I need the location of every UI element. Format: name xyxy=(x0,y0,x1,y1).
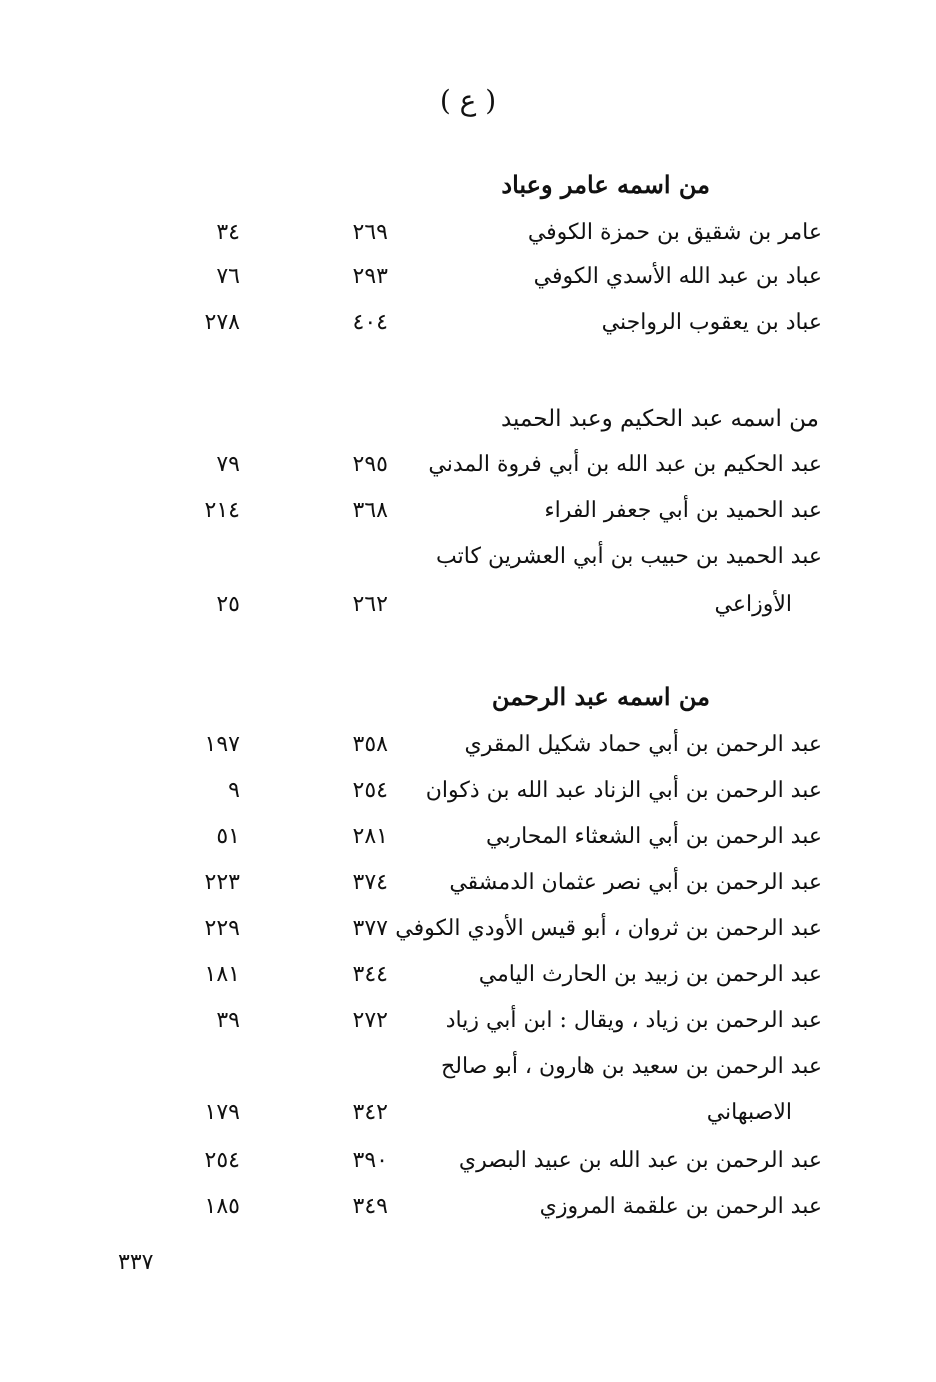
entry-name: عبد الرحمن بن أبي الزناد عبد الله بن ذكوان xyxy=(425,778,822,803)
entry-number-1: ٢٨١ xyxy=(352,824,388,849)
index-entry xyxy=(0,732,936,772)
index-entry-multiline xyxy=(0,544,936,584)
entry-name: عبد الرحمن بن علقمة المروزي xyxy=(539,1194,822,1219)
entry-number-1: ٢٩٥ xyxy=(352,452,388,477)
entry-name: عبد الرحمن بن زبيد بن الحارث اليامي xyxy=(478,962,822,987)
entry-number-2: ٩ xyxy=(228,778,240,803)
index-entry-continuation xyxy=(0,592,936,632)
entry-number-1: ٢٩٣ xyxy=(352,264,388,289)
index-entry xyxy=(0,220,936,260)
entry-name: عباد بن يعقوب الرواجني xyxy=(601,310,822,335)
entry-number-2: ٢٢٣ xyxy=(204,870,240,895)
index-entry xyxy=(0,310,936,350)
entry-name: عامر بن شقيق بن حمزة الكوفي xyxy=(527,220,822,245)
entry-name-continuation: الاصبهاني xyxy=(706,1100,792,1125)
entry-number-2: ١٨٥ xyxy=(204,1194,240,1219)
entry-number-1: ٣٤٩ xyxy=(352,1194,388,1219)
index-entry-continuation xyxy=(0,1100,936,1140)
entry-number-2: ٣٤ xyxy=(216,220,240,245)
entry-number-1: ٤٠٤ xyxy=(352,310,388,335)
index-entry xyxy=(0,962,936,1002)
entry-number-1: ٣٧٤ xyxy=(352,870,388,895)
entry-name: عبد الرحمن بن أبي حماد شكيل المقري xyxy=(464,732,822,757)
index-entry xyxy=(0,1148,936,1188)
index-entry xyxy=(0,824,936,864)
page-number: ٣٣٧ xyxy=(118,1250,154,1275)
entry-name: عبد الرحمن بن سعيد بن هارون ، أبو صالح xyxy=(441,1054,822,1079)
entry-number-2: ٥١ xyxy=(216,824,240,849)
entry-number-2: ٣٩ xyxy=(216,1008,240,1033)
entry-name: عبد الرحمن بن أبي الشعثاء المحاربي xyxy=(485,824,822,849)
entry-number-1: ٢٦٢ xyxy=(352,592,388,617)
entry-number-1: ٣٩٠ xyxy=(352,1148,388,1173)
section-heading-amir-abbad: من اسمه عامر وعباد xyxy=(501,170,710,199)
entry-name: عبد الرحمن بن أبي نصر عثمان الدمشقي xyxy=(449,870,822,895)
entry-number-2: ١٩٧ xyxy=(204,732,240,757)
entry-number-1: ٢٥٤ xyxy=(352,778,388,803)
entry-number-2: ٢٥٤ xyxy=(204,1148,240,1173)
entry-number-2: ٢٧٨ xyxy=(204,310,240,335)
entry-name-continuation: الأوزاعي xyxy=(714,592,792,617)
index-entry xyxy=(0,264,936,304)
entry-number-1: ٢٦٩ xyxy=(352,220,388,245)
entry-number-1: ٣٥٨ xyxy=(352,732,388,757)
index-entry xyxy=(0,870,936,910)
index-entry xyxy=(0,778,936,818)
index-entry xyxy=(0,1008,936,1048)
entry-number-1: ٣٧٧ xyxy=(352,916,388,941)
entry-number-2: ١٧٩ xyxy=(204,1100,240,1125)
index-entry xyxy=(0,916,936,956)
index-entry xyxy=(0,452,936,492)
entry-name: عبد الرحمن بن زياد ، ويقال : ابن أبي زياد xyxy=(445,1008,822,1033)
entry-number-1: ٣٤٢ xyxy=(352,1100,388,1125)
entry-name: عبد الحكيم بن عبد الله بن أبي فروة المدني xyxy=(428,452,822,477)
entry-number-2: ٧٦ xyxy=(216,264,240,289)
entry-number-1: ٣٦٨ xyxy=(352,498,388,523)
entry-name: عباد بن عبد الله الأسدي الكوفي xyxy=(533,264,822,289)
index-entry-multiline xyxy=(0,1054,936,1094)
entry-number-2: ٢١٤ xyxy=(204,498,240,523)
entry-number-2: ٢٢٩ xyxy=(204,916,240,941)
section-heading-abd-al-hakim: من اسمه عبد الحكيم وعبد الحميد xyxy=(500,406,819,432)
entry-name: عبد الحميد بن أبي جعفر الفراء xyxy=(544,498,822,523)
entry-name: عبد الرحمن بن عبد الله بن عبيد البصري xyxy=(458,1148,822,1173)
section-heading-abd-al-rahman: من اسمه عبد الرحمن xyxy=(491,682,710,711)
entry-number-2: ١٨١ xyxy=(204,962,240,987)
entry-name: عبد الرحمن بن ثروان ، أبو قيس الأودي الكوفي xyxy=(395,916,822,941)
entry-number-2: ٢٥ xyxy=(216,592,240,617)
index-entry xyxy=(0,498,936,538)
entry-number-1: ٢٧٢ xyxy=(352,1008,388,1033)
entry-number-1: ٣٤٤ xyxy=(352,962,388,987)
entry-number-2: ٧٩ xyxy=(216,452,240,477)
index-entry xyxy=(0,1194,936,1234)
page-letter-header: ( ع ) xyxy=(439,84,497,117)
entry-name: عبد الحميد بن حبيب بن أبي العشرين كاتب xyxy=(436,544,822,569)
